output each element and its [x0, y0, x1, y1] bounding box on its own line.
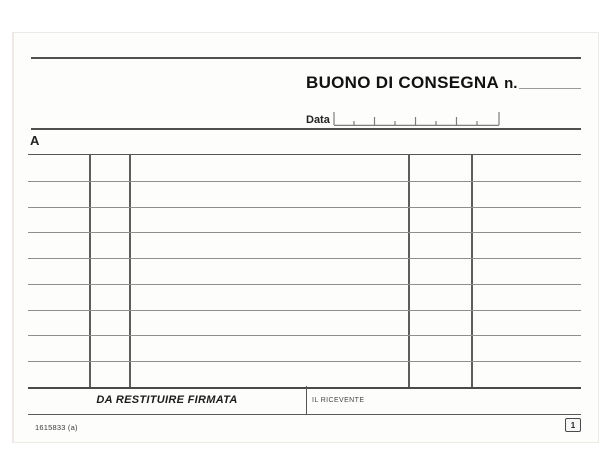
table-row-divider — [28, 310, 581, 311]
table-row-divider — [28, 232, 581, 233]
receiver-cell — [307, 386, 581, 414]
date-label: Data — [306, 114, 330, 126]
page-number-badge: 1 — [565, 418, 581, 432]
table-column-divider — [129, 155, 131, 387]
receiver-label: IL RICEVENTE — [312, 397, 365, 404]
table-column-divider — [89, 155, 91, 387]
return-note-text: DA RESTITUIRE FIRMATA — [96, 394, 238, 406]
addressee-label: A — [30, 133, 40, 148]
date-field — [306, 105, 581, 127]
items-table — [28, 154, 581, 389]
header-divider-line — [31, 128, 581, 130]
table-row-divider — [28, 361, 581, 362]
number-label: n. — [504, 75, 518, 92]
table-row-divider — [28, 207, 581, 208]
form-header — [306, 69, 581, 91]
number-blank-line — [519, 87, 581, 89]
signature-strip — [28, 386, 581, 415]
form-code: 1615833 (a) — [35, 423, 78, 432]
table-row-divider — [28, 335, 581, 336]
delivery-note-sheet — [13, 32, 599, 443]
form-title: BUONO DI CONSEGNA — [306, 73, 500, 92]
top-rule-line — [31, 57, 581, 59]
table-row-divider — [28, 284, 581, 285]
table-row-divider — [28, 258, 581, 259]
date-ruler — [333, 109, 501, 127]
return-note-cell — [28, 386, 307, 414]
table-column-divider — [408, 155, 410, 387]
table-column-divider — [471, 155, 473, 387]
table-row-divider — [28, 181, 581, 182]
